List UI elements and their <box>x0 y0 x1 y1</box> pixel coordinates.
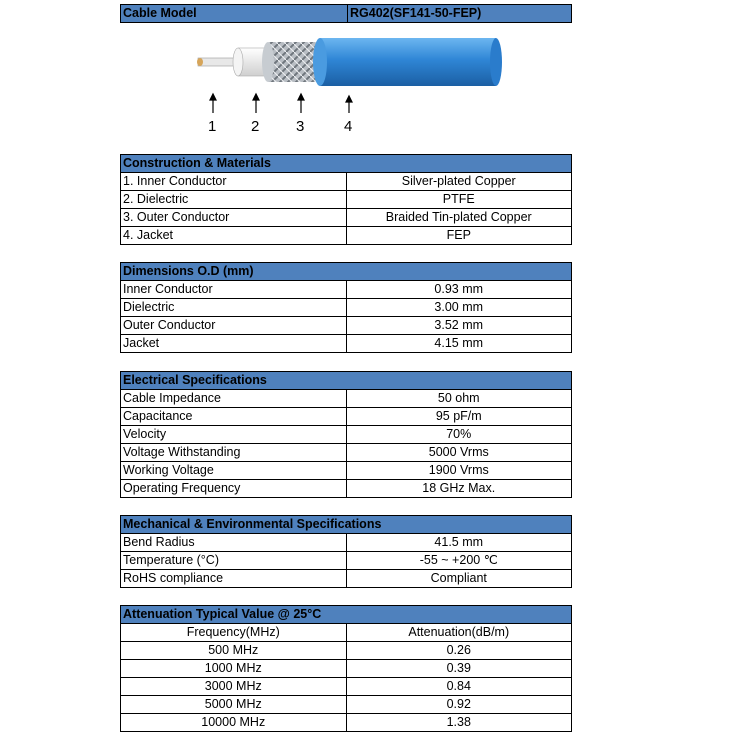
row-label: 10000 MHz <box>121 714 347 732</box>
row-label: Outer Conductor <box>121 317 347 335</box>
row-label: 1000 MHz <box>121 660 347 678</box>
row-label: Bend Radius <box>121 534 347 552</box>
row-value: 50 ohm <box>346 390 572 408</box>
row-label: Jacket <box>121 335 347 353</box>
attenuation-header: Attenuation(dB/m) <box>346 624 572 642</box>
row-value: 1.38 <box>346 714 572 732</box>
electrical-table <box>120 371 572 498</box>
table-row <box>121 696 572 714</box>
row-value: Compliant <box>346 570 572 588</box>
row-label: Temperature (°C) <box>121 552 347 570</box>
construction-table <box>120 154 572 245</box>
cable-model-table <box>120 4 572 23</box>
part-number-1: 1 <box>208 118 217 135</box>
part-number-4: 4 <box>344 118 353 135</box>
row-value: Silver-plated Copper <box>346 173 572 191</box>
row-label: 3000 MHz <box>121 678 347 696</box>
row-label: Dielectric <box>121 299 347 317</box>
row-value: 18 GHz Max. <box>346 480 572 498</box>
table-row <box>121 570 572 588</box>
table-row <box>121 444 572 462</box>
frequency-header: Frequency(MHz) <box>121 624 347 642</box>
row-value: PTFE <box>346 191 572 209</box>
construction-title: Construction & Materials <box>121 155 572 173</box>
row-value: Braided Tin-plated Copper <box>346 209 572 227</box>
table-row <box>121 714 572 732</box>
table-row <box>121 426 572 444</box>
row-label: Working Voltage <box>121 462 347 480</box>
cable-model-label: Cable Model <box>121 5 348 23</box>
row-value: 5000 Vrms <box>346 444 572 462</box>
table-row <box>121 534 572 552</box>
part-number-3: 3 <box>296 118 305 135</box>
mechanical-table <box>120 515 572 588</box>
row-value: FEP <box>346 227 572 245</box>
table-row <box>121 173 572 191</box>
dimensions-table <box>120 262 572 353</box>
row-value: 0.84 <box>346 678 572 696</box>
row-value: 41.5 mm <box>346 534 572 552</box>
table-row <box>121 317 572 335</box>
table-row <box>121 390 572 408</box>
mechanical-title: Mechanical & Environmental Specifications <box>121 516 572 534</box>
row-value: 95 pF/m <box>346 408 572 426</box>
row-label: 3. Outer Conductor <box>121 209 347 227</box>
attenuation-table <box>120 605 572 732</box>
table-row <box>121 299 572 317</box>
table-row <box>121 209 572 227</box>
pointer-arrows <box>210 94 352 113</box>
row-label: 5000 MHz <box>121 696 347 714</box>
dimensions-title: Dimensions O.D (mm) <box>121 263 572 281</box>
cable-model-value: RG402(SF141-50-FEP) <box>348 5 572 23</box>
row-label: Capacitance <box>121 408 347 426</box>
row-label: Operating Frequency <box>121 480 347 498</box>
row-value: 0.93 mm <box>346 281 572 299</box>
row-label: 4. Jacket <box>121 227 347 245</box>
table-row <box>121 335 572 353</box>
table-row <box>121 227 572 245</box>
cable-diagram <box>150 28 570 140</box>
table-row <box>121 642 572 660</box>
electrical-title: Electrical Specifications <box>121 372 572 390</box>
table-row <box>121 660 572 678</box>
row-value: 0.92 <box>346 696 572 714</box>
row-value: -55 ~ +200 ℃ <box>346 552 572 570</box>
row-value: 4.15 mm <box>346 335 572 353</box>
row-label: Cable Impedance <box>121 390 347 408</box>
row-label: 500 MHz <box>121 642 347 660</box>
row-value: 1900 Vrms <box>346 462 572 480</box>
row-label: Inner Conductor <box>121 281 347 299</box>
row-value: 70% <box>346 426 572 444</box>
part-number-2: 2 <box>251 118 260 135</box>
row-value: 0.39 <box>346 660 572 678</box>
table-row <box>121 408 572 426</box>
row-value: 0.26 <box>346 642 572 660</box>
row-label: Voltage Withstanding <box>121 444 347 462</box>
jacket <box>313 38 502 86</box>
table-row <box>121 552 572 570</box>
row-label: 2. Dielectric <box>121 191 347 209</box>
attenuation-title: Attenuation Typical Value @ 25°C <box>121 606 572 624</box>
row-label: 1. Inner Conductor <box>121 173 347 191</box>
table-row <box>121 462 572 480</box>
row-label: Velocity <box>121 426 347 444</box>
table-row <box>121 281 572 299</box>
table-row <box>121 191 572 209</box>
row-value: 3.00 mm <box>346 299 572 317</box>
row-value: 3.52 mm <box>346 317 572 335</box>
row-label: RoHS compliance <box>121 570 347 588</box>
table-row <box>121 480 572 498</box>
table-row <box>121 678 572 696</box>
